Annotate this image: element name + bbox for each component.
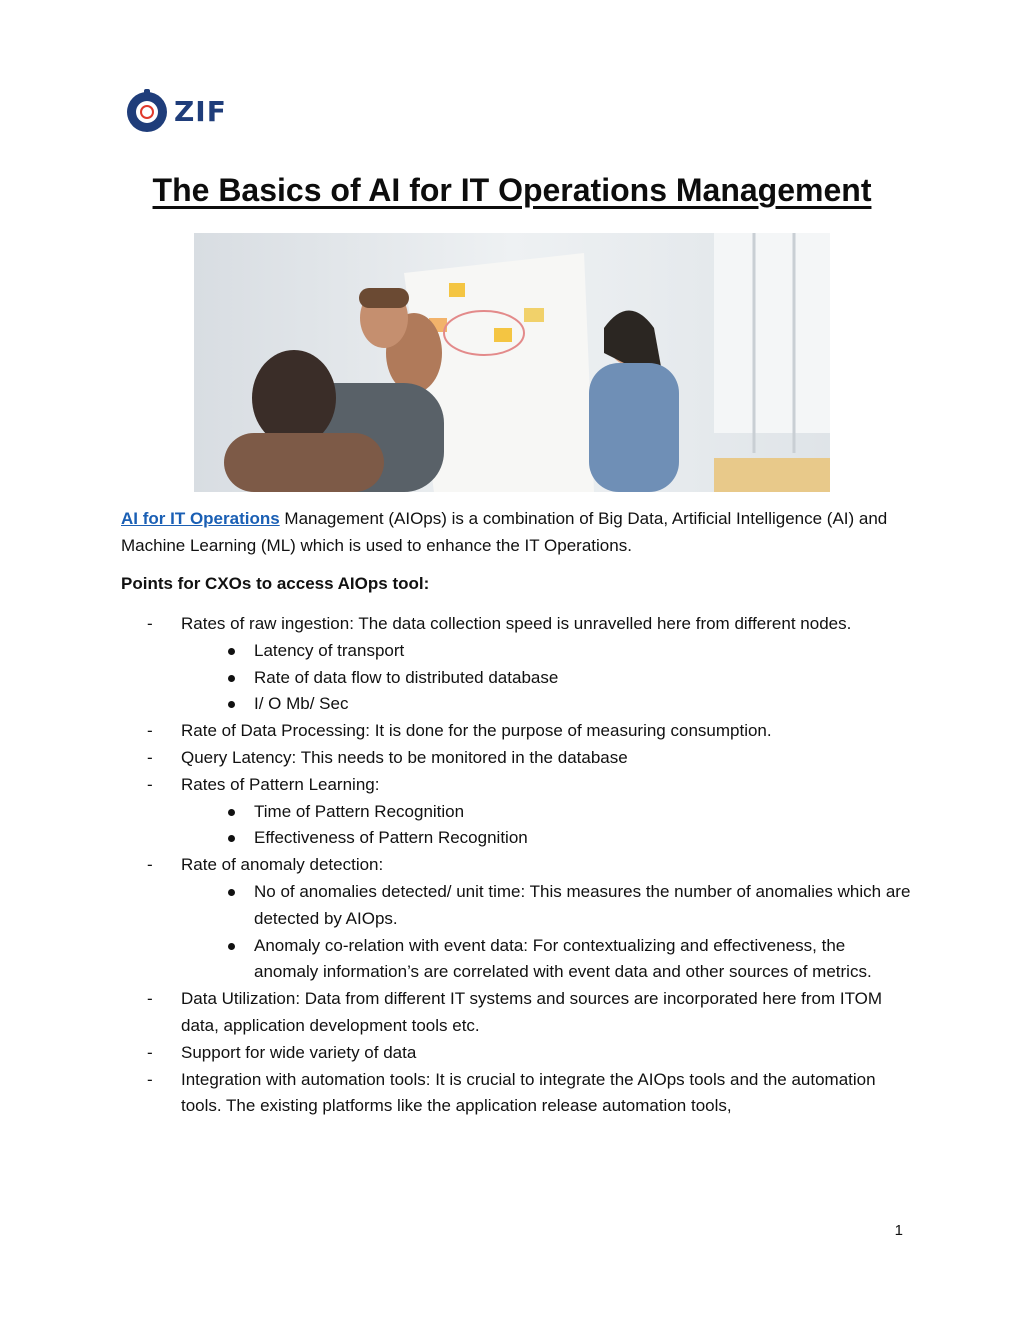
item-text: Query Latency: This needs to be monitored in the database bbox=[181, 747, 628, 767]
page-title: The Basics of AI for IT Operations Management bbox=[152, 172, 872, 208]
bullet-icon bbox=[228, 648, 235, 655]
item-text: Data Utilization: Data from different IT systems and sources are incorporated here from ITOM data, application development tools etc. bbox=[181, 989, 883, 1035]
sub-list-item bbox=[121, 799, 911, 826]
page-number: 1 bbox=[894, 1222, 903, 1239]
sub-list-item bbox=[121, 825, 911, 852]
sub-list-item bbox=[121, 665, 911, 692]
zif-logo-icon bbox=[124, 88, 170, 134]
sub-item-text: Anomaly co-relation with event data: For contextualizing and effectiveness, the anomaly information’s are correlated with event data and other sources of metrics. bbox=[254, 935, 872, 982]
list-item bbox=[121, 1067, 911, 1121]
bullet-icon bbox=[228, 701, 235, 708]
list-item bbox=[121, 1040, 911, 1067]
bullet-icon bbox=[228, 889, 235, 896]
bullet-icon bbox=[228, 809, 235, 816]
points-list bbox=[121, 611, 911, 1120]
list-dash: - bbox=[147, 1042, 153, 1062]
sub-list-item bbox=[121, 933, 911, 987]
logo-text: ZIF bbox=[174, 94, 227, 128]
list-item bbox=[121, 611, 911, 638]
aiops-link[interactable]: AI for IT Operations bbox=[121, 509, 280, 528]
list-item bbox=[121, 986, 911, 1040]
sub-item-text: No of anomalies detected/ unit time: This measures the number of anomalies which are detected by AIOps. bbox=[254, 881, 911, 928]
list-item bbox=[121, 852, 911, 879]
list-dash: - bbox=[147, 774, 153, 794]
list-item bbox=[121, 718, 911, 745]
sub-list-item bbox=[121, 638, 911, 665]
list-dash: - bbox=[147, 855, 153, 875]
team-meeting-photo bbox=[194, 233, 830, 492]
list-dash: - bbox=[147, 614, 153, 633]
sub-list-item bbox=[121, 691, 911, 718]
bullet-icon bbox=[228, 675, 235, 682]
list-dash: - bbox=[147, 721, 153, 741]
sub-item-text: Time of Pattern Recognition bbox=[254, 801, 465, 821]
list-dash: - bbox=[147, 747, 153, 767]
zif-logo bbox=[124, 88, 227, 134]
list-item bbox=[121, 745, 911, 772]
item-text: Rates of raw ingestion: The data collection speed is unravelled here from different nodes. bbox=[181, 614, 852, 633]
item-text: Rate of anomaly detection: bbox=[181, 855, 384, 875]
intro-paragraph bbox=[121, 506, 911, 560]
list-item bbox=[121, 772, 911, 799]
item-text: Rate of Data Processing: It is done for the purpose of measuring consumption. bbox=[181, 721, 772, 741]
intro-text: Management (AIOps) is a combination of Big Data, Artificial Intelligence (AI) and Machine Learning (ML) which is used to enhance the IT Operations. bbox=[121, 509, 888, 555]
bullet-icon bbox=[228, 943, 235, 950]
bullet-icon bbox=[228, 835, 235, 842]
sub-item-text: Latency of transport bbox=[254, 640, 405, 660]
item-text: Rates of Pattern Learning: bbox=[181, 774, 380, 794]
item-text: Support for wide variety of data bbox=[181, 1042, 417, 1062]
list-dash: - bbox=[147, 989, 153, 1009]
sub-list-item bbox=[121, 879, 911, 933]
item-text: Integration with automation tools: It is crucial to integrate the AIOps tools and the automation tools. The existing platforms like the application release automation tools, bbox=[181, 1069, 876, 1116]
sub-item-text: Effectiveness of Pattern Recognition bbox=[254, 828, 528, 848]
sub-item-text: Rate of data flow to distributed database bbox=[254, 667, 559, 687]
points-heading: Points for CXOs to access AIOps tool: bbox=[121, 574, 430, 593]
sub-item-text: I/ O Mb/ Sec bbox=[254, 694, 349, 714]
list-dash: - bbox=[147, 1069, 153, 1089]
